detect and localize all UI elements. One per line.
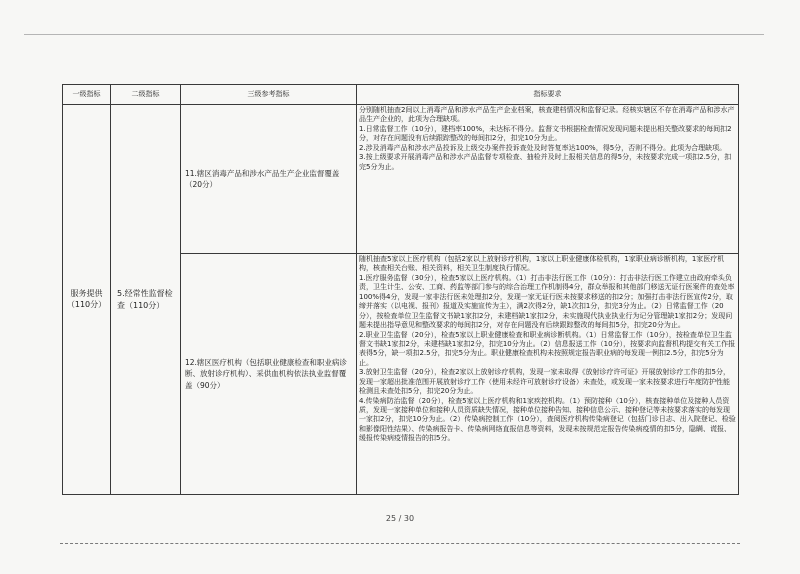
requirement-text: 1.日常监督工作（10分），建档率100%，未达标不得分。监督文书根据检查情况发现问题未提出相关整改要求的每间扣2分，对存在问题没有后续跟踪整改的每间扣2分，扣完10分为止。	[359, 124, 732, 143]
requirement-text: 3.按上级要求开展消毒产品和涉水产品监督专项检查、抽检并及时上报相关信息的得5分，未按要求完成一项扣2.5分，扣完5分为止。	[359, 153, 732, 171]
table-header-row	[63, 85, 739, 105]
requirement-text: 2.职业卫生监督（20分），检查5家以上职业健康检查和职业病诊断机构。（1）日常监督工作（10分），按检查单位卫生监督文书缺1家扣2分，未建档缺1家扣2分，扣完10分为止。（2）信息报送工作（10分），按要求向监督机构提交有关工作报表得5分，缺一项扣2.5分，扣完5分为止。职业健康检查机构未按照规定报告职业病的每发现一例扣2.5分，扣完5分为止。	[359, 330, 736, 367]
header-requirements: 指标要求	[357, 85, 739, 105]
requirement-text: 随机抽查5家以上医疗机构（包括2家以上放射诊疗机构，1家以上职业健康体检机构，1家职业病诊断机构，1家医疗机构，核查相关台账、相关资料，相关卫生制度执行情况。	[359, 255, 725, 273]
header-level2: 二级指标	[111, 85, 181, 105]
level3-cell: 11.辖区消毒产品和涉水产品生产企业监督覆盖（20分）	[181, 105, 357, 254]
page-number: 25 / 30	[385, 514, 415, 523]
requirement-text: 3.放射卫生监督（20分），检查2家以上放射诊疗机构，发现一家未取得《放射诊疗许可证》开展放射诊疗工作的扣5分，发现一家超出批准范围开展放射诊疗工作（使用未经许可放射诊疗设备）未查处，或发现一家未按要求进行年度防护性能检测且未查处扣5分，扣完20分为止。	[359, 368, 730, 396]
header-level3: 三级参考指标	[181, 85, 357, 105]
requirements-cell	[357, 105, 739, 254]
level3-cell: 12.辖区医疗机构（包括职业健康检查和职业病诊断、放射诊疗机构）、采供血机构依法执业监督覆盖（90分）	[181, 254, 357, 495]
requirement-text: 分别随机抽查2间以上消毒产品和涉水产品生产企业档案，核查建档情况和监督记录。经核实辖区不存在消毒产品和涉水产品生产企业的，此项为合理缺项。	[359, 106, 735, 124]
bottom-rule	[60, 543, 740, 544]
indicator-table	[62, 84, 739, 495]
requirement-text: 2.涉及消毒产品和涉水产品投诉及上级交办案件投诉查处及时答复率达100%，得5分，否则不得分。此项为合理缺项。	[359, 143, 727, 152]
requirements-cell	[357, 254, 739, 495]
requirement-text: 1.医疗服务监督（30分），检查5家以上医疗机构。（1）打击非法行医工作（10分）：打击非法行医工作建立由政府牵头负责，卫生计生、公安、工商、药监等部门参与的综合治理工作机制得4分，群众举报和其他部门移送无证行医案件的查处率100%得4分，发现一家非法行医未处理扣2分，发现一家无证行医未按要求移送的扣2分；加强打击非法行医宣传2分，取缔并落实（以电视、报刊）报道及实施宣传为主），满2次得2分，缺1次扣1分，扣完3分为止。（2）日常监督工作（20分），按检查单位卫生监督文书缺1家扣2分，未建档缺1家扣2分，未实施现代执业执业行为记分管理缺1家扣2分；发现问题未提出指导意见和整改要求的每间扣2分，对存在问题没有后续跟踪整改的每间扣5分，扣完20分为止。	[359, 273, 735, 330]
level1-cell: 服务提供（110分）	[63, 105, 111, 495]
level2-cell: 5.经常性监督检查（110分）	[111, 105, 181, 495]
requirement-text: 4.传染病防治监督（20分），检查5家以上医疗机构和1家疾控机构。（1）预防接种（10分），核查接种单位及接种人员资质，发现一家接种单位和接种人员资质缺失情况，接种单位接种告知、接种信息公示、接种登记等未按要求落实的每发现一家扣2分，扣完10分为止。（2）传染病控制工作（10分），查阅医疗机构传染病登记（包括门诊日志、出入院登记、检验和影像阳性结果）、传染病报告卡、传染病网络直报信息等资料，发现未按规范定报告传染病疫情的扣5分，隐瞒、谎报、缓报传染病疫情报告的扣5分。	[359, 396, 736, 443]
top-rule	[24, 34, 764, 35]
table-row	[63, 105, 739, 254]
header-level1: 一级指标	[63, 85, 111, 105]
